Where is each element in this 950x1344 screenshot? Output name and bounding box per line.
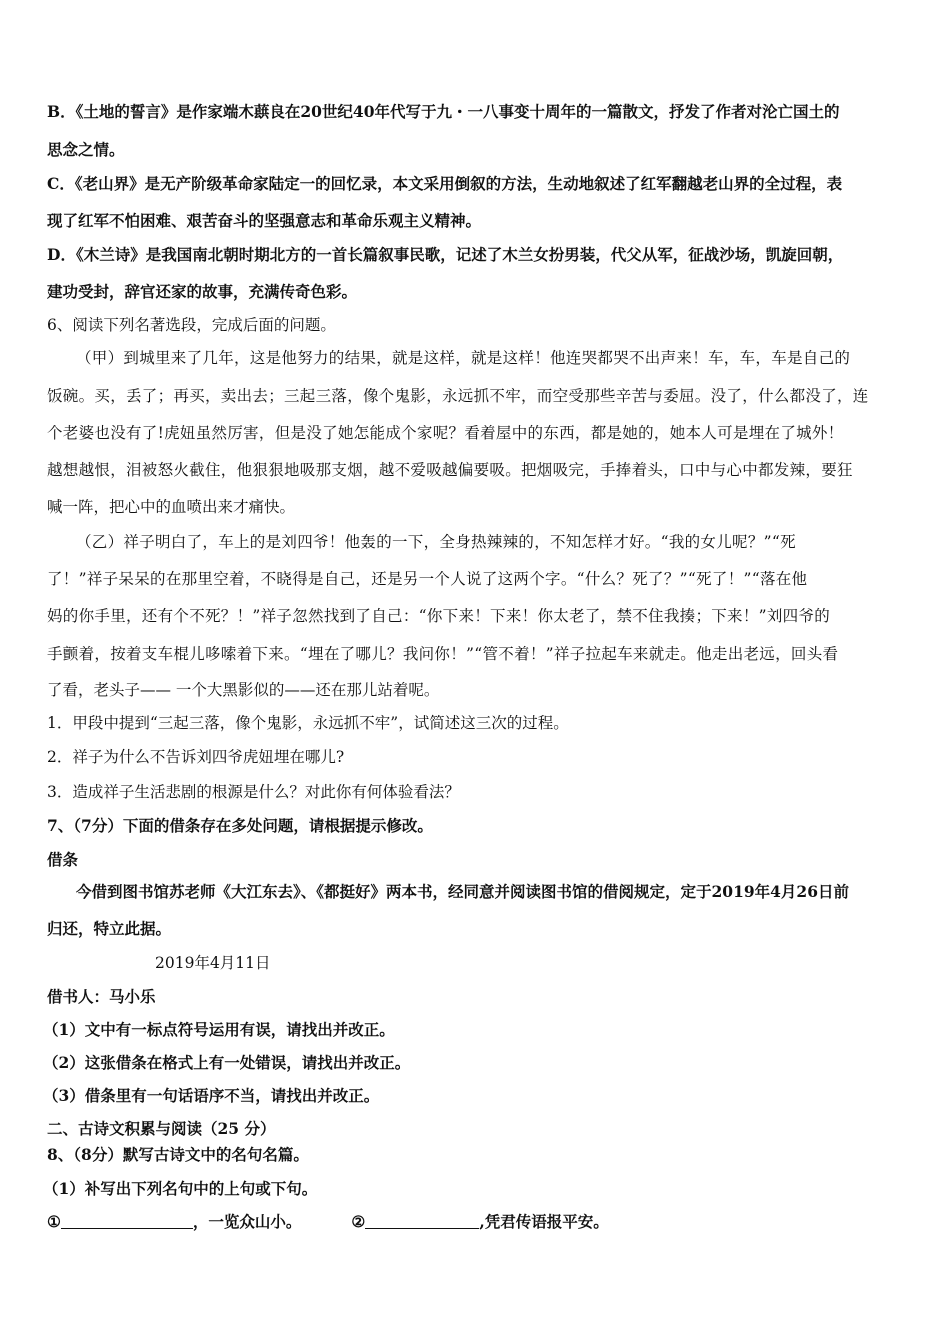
option-d-line1: D．《木兰诗》是我国南北朝时期北方的一首长篇叙事民歌，记述了木兰女扮男装，代父从军，征战沙场，凯旋回朝，: [47, 245, 844, 264]
blank-1-marker: ①: [47, 1212, 61, 1231]
sub-question-1: 1．甲段中提到“三起三落，像个鬼影，永远抓不牢”，试简述这三次的过程。: [47, 714, 569, 732]
passage-a-line4: 越想越恨，泪被怒火截住，他狠狠地吸那支烟，越不爱吸越偏要吸。把烟吸完，手捧着头，口中与心中都发辣，要狂: [47, 461, 853, 479]
fill-blank-line: [47, 1212, 609, 1232]
question-7-heading: 7、（7分）下面的借条存在多处问题，请根据提示修改。: [47, 816, 433, 835]
q7-sub-2: （2）这张借条在格式上有一处错误，请找出并改正。: [43, 1053, 411, 1072]
passage-b-line2: 了！”祥子呆呆的在那里空着，不晓得是自己，还是另一个人说了这两个字。“什么？死了？”“死了！”“落在他: [47, 570, 808, 588]
passage-b-line4: 手颤着，按着支车棍儿哆嗦着下来。“埋在了哪儿？我问你！”“管不着！”祥子拉起车来就走。他走出老远，回头看: [47, 645, 839, 663]
q7-sub-1: （1）文中有一标点符号运用有误，请找出并改正。: [43, 1020, 395, 1039]
passage-b-line3: 妈的你手里，还有个不死？！”祥子忽然找到了自己：“你下来！下来！你太老了，禁不住我揍；下来！”刘四爷的: [47, 607, 831, 625]
passage-a-line1: （甲）到城里来了几年，这是他努力的结果，就是这样，就是这样！他连哭都哭不出声来！车，车，车是自己的: [76, 349, 851, 367]
iou-date: 2019年4月11日: [155, 954, 271, 972]
blank-2-marker: ②: [351, 1212, 366, 1231]
option-d-line2: 建功受封，辞官还家的故事，充满传奇色彩。: [47, 282, 358, 301]
iou-title: 借条: [47, 850, 79, 869]
blank-1-text: ，一览众山小。: [192, 1212, 302, 1231]
sub-question-3: 3．造成祥子生活悲剧的根源是什么？对此你有何体验看法？: [47, 783, 460, 801]
option-b-line2: 思念之情。: [47, 140, 125, 159]
q7-sub-3: （3）借条里有一句话语序不当，请找出并改正。: [43, 1086, 380, 1105]
section-2-heading: 二、古诗文积累与阅读（25 分）: [47, 1119, 276, 1138]
iou-body-line2: 归还，特立此据。: [47, 919, 172, 938]
question-8-heading: 8、（8分）默写古诗文中的名句名篇。: [47, 1145, 309, 1164]
iou-borrower: 借书人：马小乐: [47, 987, 156, 1006]
sub-question-2: 2．祥子为什么不告诉刘四爷虎妞埋在哪儿?: [47, 748, 345, 766]
blank-2[interactable]: [365, 1213, 479, 1229]
passage-b-line1: （乙）祥子明白了，车上的是刘四爷！他轰的一下，全身热辣辣的，不知怎样才好。“我的女儿呢？”“死: [76, 533, 796, 551]
passage-b-line5: 了看，老头子—— 一个大黑影似的——还在那儿站着呢。: [47, 681, 440, 699]
option-c-line1: C．《老山界》是无产阶级革命家陆定一的回忆录，本文采用倒叙的方法，生动地叙述了红军翻越老山界的全过程，表: [47, 174, 843, 193]
passage-a-line3: 个老婆也没有了!虎妞虽然厉害，但是没了她怎能成个家呢？看着屋中的东西，都是她的，她本人可是埋在了城外！: [47, 424, 844, 442]
iou-body-line1: 今借到图书馆苏老师《大江东去》、《都挺好》两本书，经同意并阅读图书馆的借阅规定，定于2019年4月26日前: [76, 882, 849, 901]
option-c-line2: 现了红军不怕困难、艰苦奋斗的坚强意志和革命乐观主义精神。: [47, 211, 482, 230]
blank-1[interactable]: [61, 1213, 193, 1229]
blank-2-text: ,凭君传语报平安。: [479, 1212, 609, 1231]
passage-a-line2: 饭碗。买，丢了；再买，卖出去；三起三落，像个鬼影，永远抓不牢，而空受那些辛苦与委屈。没了，什么都没了，连: [47, 387, 869, 405]
passage-a-line5: 喊一阵，把心中的血喷出来才痛快。: [47, 498, 296, 516]
q8-sub-1: （1）补写出下列名句中的上句或下句。: [43, 1179, 318, 1198]
option-b-line1: B．《土地的誓言》是作家端木蕻良在20世纪40年代写于九・一八事变十周年的一篇散文，抒发了作者对沦亡国土的: [47, 102, 840, 121]
question-6-heading: 6、阅读下列名著选段，完成后面的问题。: [47, 316, 336, 334]
